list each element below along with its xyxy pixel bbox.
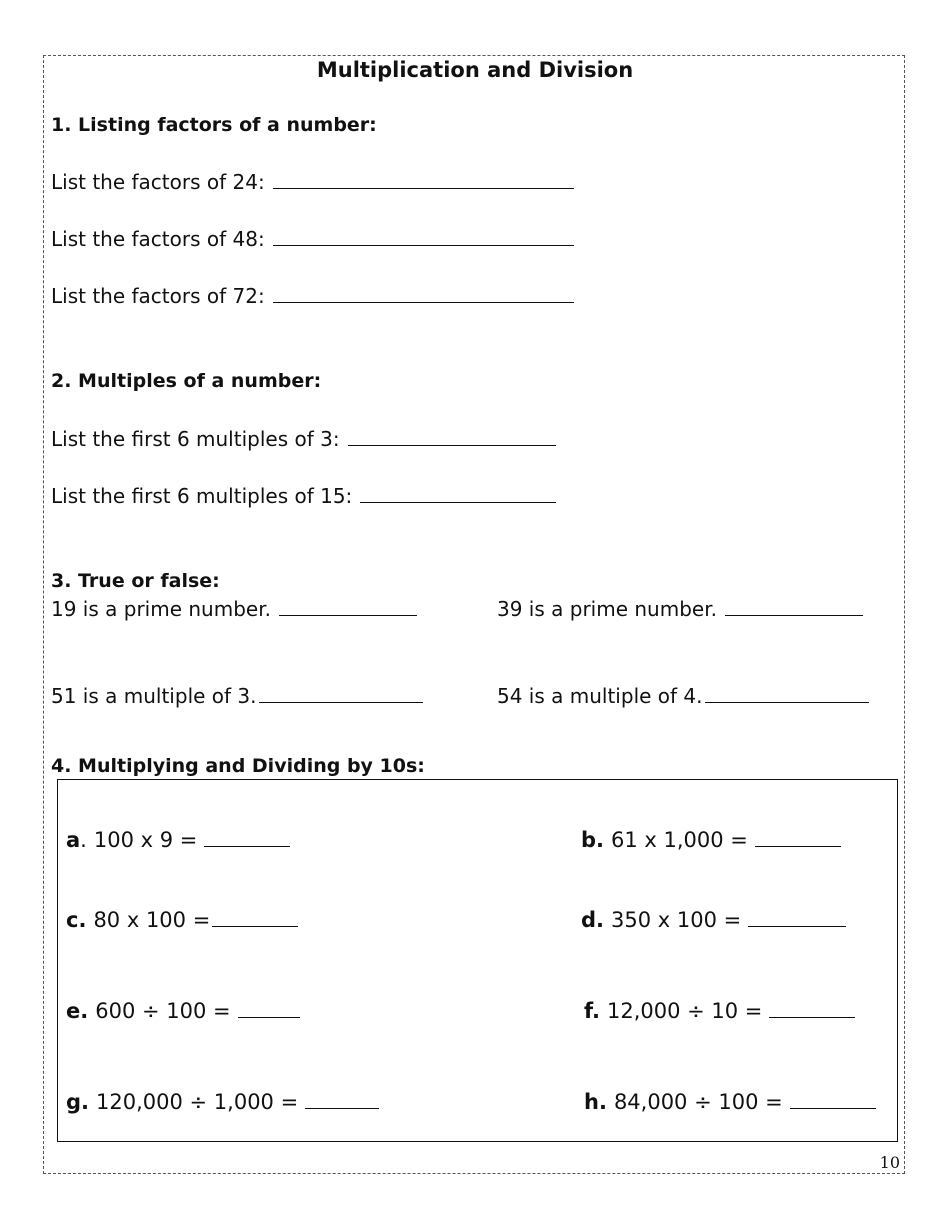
answer-blank[interactable] [273, 244, 574, 246]
answer-blank[interactable] [279, 614, 417, 616]
answer-blank[interactable] [273, 187, 574, 189]
answer-blank[interactable] [305, 1107, 379, 1109]
answer-blank[interactable] [273, 301, 574, 303]
answer-blank[interactable] [348, 444, 556, 446]
tf-question-19: 19 is a prime number. [51, 597, 417, 621]
answer-blank[interactable] [204, 845, 290, 847]
section-multiples-heading: 2. Multiples of a number: [51, 370, 322, 392]
answer-blank[interactable] [360, 501, 556, 503]
section-factors-heading: 1. Listing factors of a number: [51, 114, 377, 136]
answer-blank[interactable] [725, 614, 863, 616]
tf-question-39: 39 is a prime number. [497, 597, 863, 621]
problem-g: g. 120,000 ÷ 1,000 = [66, 1090, 379, 1114]
problem-b: b. 61 x 1,000 = [581, 828, 841, 852]
factors-question-24: List the factors of 24: [51, 170, 574, 194]
answer-blank[interactable] [769, 1016, 855, 1018]
page-title: Multiplication and Division [316, 58, 634, 82]
answer-blank[interactable] [755, 845, 841, 847]
answer-blank[interactable] [259, 701, 423, 703]
problem-f: f. 12,000 ÷ 10 = [584, 999, 855, 1023]
factors-question-72: List the factors of 72: [51, 284, 574, 308]
problem-d: d. 350 x 100 = [581, 908, 846, 932]
answer-blank[interactable] [212, 925, 298, 927]
tf-question-51: 51 is a multiple of 3. [51, 684, 423, 708]
problem-a: a . 100 x 9 = [66, 828, 290, 852]
section-tens-heading: 4. Multiplying and Dividing by 10s: [51, 755, 425, 777]
page-number: 10 [879, 1153, 900, 1172]
multiples-question-15: List the first 6 multiples of 15: [51, 484, 556, 508]
multiples-question-3: List the first 6 multiples of 3: [51, 427, 556, 451]
answer-blank[interactable] [790, 1107, 876, 1109]
problem-h: h. 84,000 ÷ 100 = [584, 1090, 876, 1114]
problem-c: c. 80 x 100 = [66, 908, 298, 932]
factors-question-48: List the factors of 48: [51, 227, 574, 251]
answer-blank[interactable] [748, 925, 846, 927]
answer-blank[interactable] [238, 1016, 300, 1018]
tf-question-54: 54 is a multiple of 4. [497, 684, 869, 708]
section-true-false-heading: 3. True or false: [51, 570, 220, 592]
answer-blank[interactable] [705, 701, 869, 703]
problem-e: e. 600 ÷ 100 = [66, 999, 300, 1023]
